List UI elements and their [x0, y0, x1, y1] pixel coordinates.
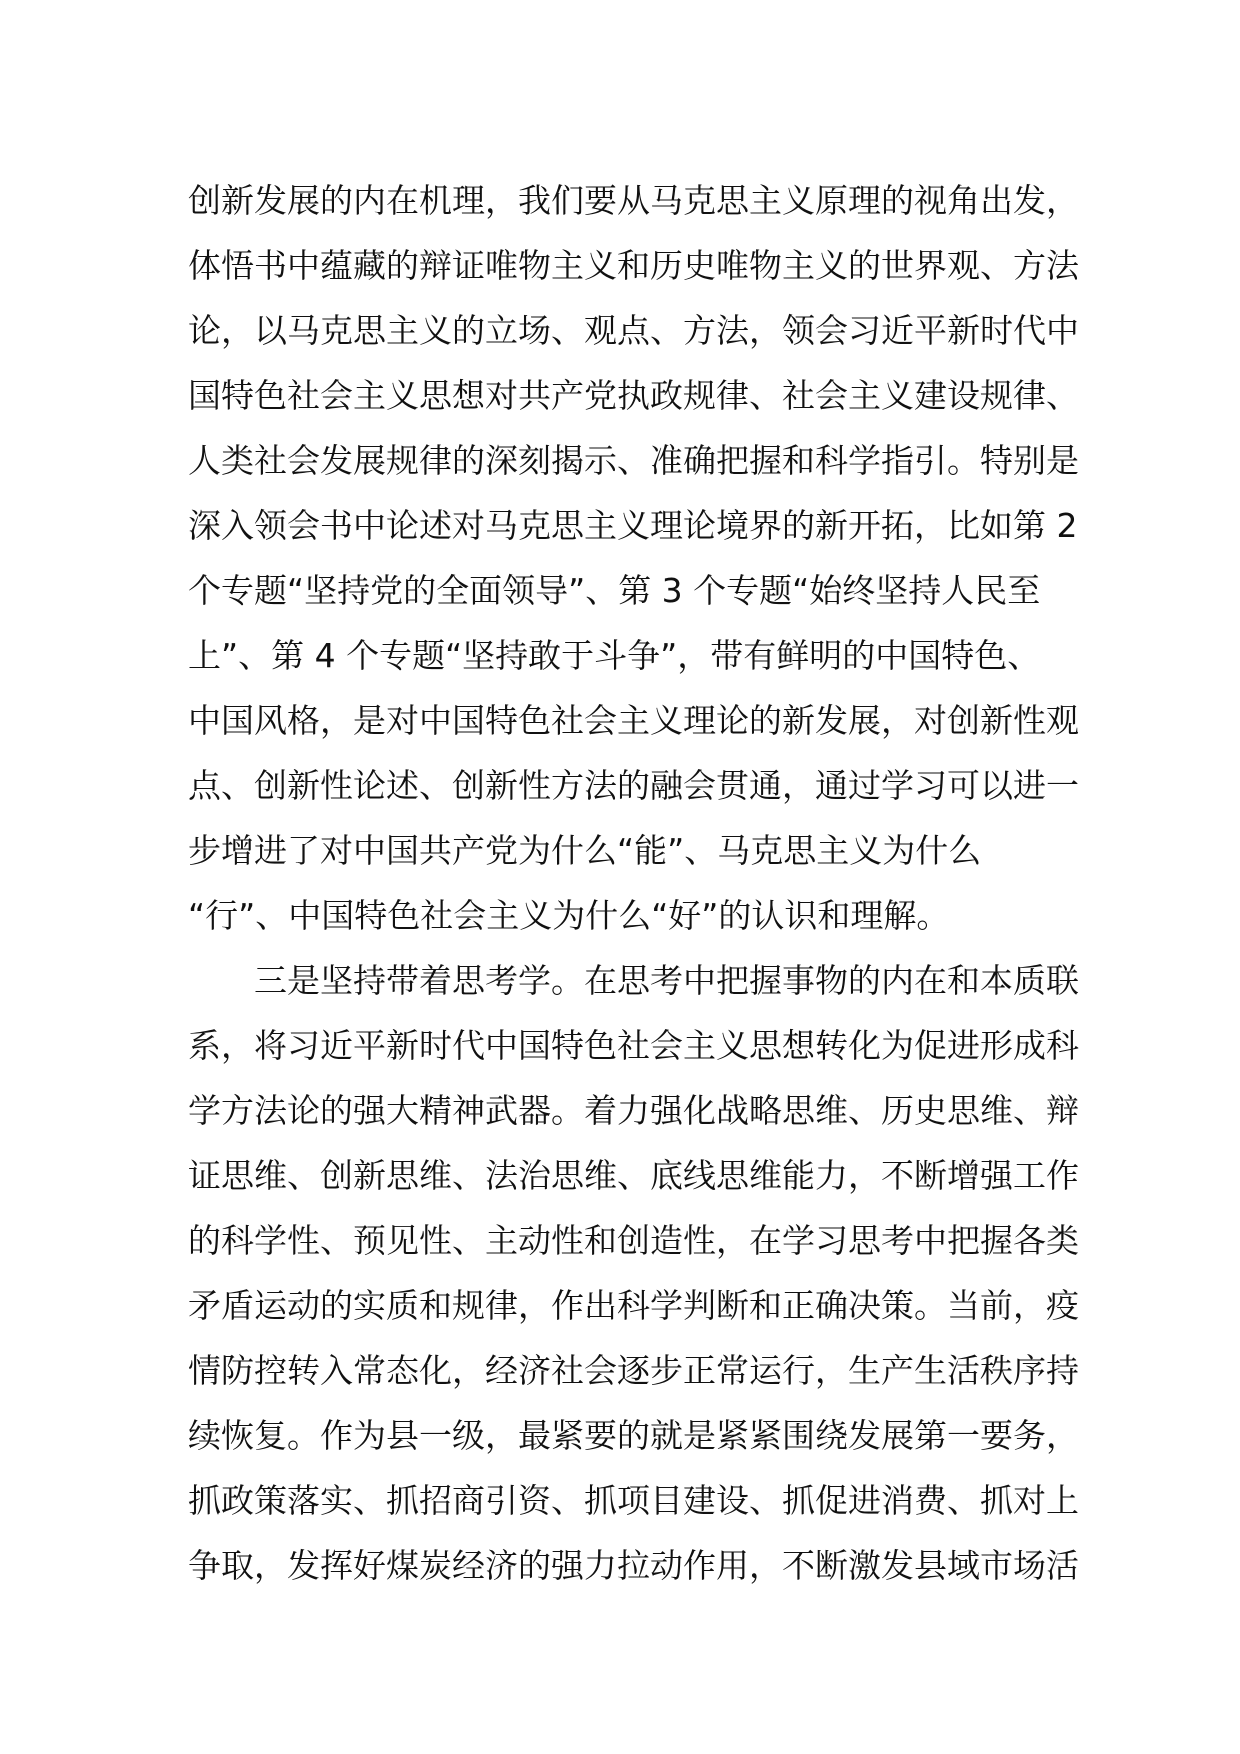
text-line: 点、创新性论述、创新性方法的融会贯通，通过学习可以进一 — [188, 766, 1079, 805]
text-line: 情防控转入常态化，经济社会逐步正常运行，生产生活秩序持 — [188, 1351, 1079, 1390]
text-line: “行”、中国特色社会主义为什么“好”的认识和理解。 — [188, 896, 950, 935]
body-text — [188, 168, 1079, 1598]
text-line: 深入领会书中论述对马克思主义理论境界的新开拓，比如第 2 — [188, 506, 1078, 545]
text-line: 系，将习近平新时代中国特色社会主义思想转化为促进形成科 — [188, 1026, 1079, 1065]
text-line: 续恢复。作为县一级，最紧要的就是紧紧围绕发展第一要务， — [188, 1416, 1079, 1455]
text-line: 个专题“坚持党的全面领导”、第 3 个专题“始终坚持人民至 — [188, 571, 1041, 610]
text-line: 国特色社会主义思想对共产党执政规律、社会主义建设规律、 — [188, 376, 1079, 415]
text-line: 中国风格，是对中国特色社会主义理论的新发展，对创新性观 — [188, 701, 1079, 740]
text-line: 步增进了对中国共产党为什么“能”、马克思主义为什么 — [188, 831, 982, 870]
text-line: 证思维、创新思维、法治思维、底线思维能力，不断增强工作 — [188, 1156, 1079, 1195]
text-line: 体悟书中蕴藏的辩证唯物主义和历史唯物主义的世界观、方法 — [188, 246, 1079, 285]
text-line: 争取，发挥好煤炭经济的强力拉动作用，不断激发县域市场活 — [188, 1546, 1079, 1585]
text-line: 创新发展的内在机理，我们要从马克思主义原理的视角出发， — [188, 181, 1079, 220]
text-line: 人类社会发展规律的深刻揭示、准确把握和科学指引。特别是 — [188, 441, 1079, 480]
text-line: 矛盾运动的实质和规律，作出科学判断和正确决策。当前，疫 — [188, 1286, 1079, 1325]
text-line: 学方法论的强大精神武器。着力强化战略思维、历史思维、辩 — [188, 1091, 1079, 1130]
text-line: 论，以马克思主义的立场、观点、方法，领会习近平新时代中 — [188, 311, 1079, 350]
paragraph-first-line: 三是坚持带着思考学。在思考中把握事物的内在和本质联 — [254, 961, 1079, 1000]
text-line: 的科学性、预见性、主动性和创造性，在学习思考中把握各类 — [188, 1221, 1079, 1260]
text-line: 抓政策落实、抓招商引资、抓项目建设、抓促进消费、抓对上 — [188, 1481, 1079, 1520]
text-line: 上”、第 4 个专题“坚持敢于斗争”，带有鲜明的中国特色、 — [188, 636, 1041, 675]
